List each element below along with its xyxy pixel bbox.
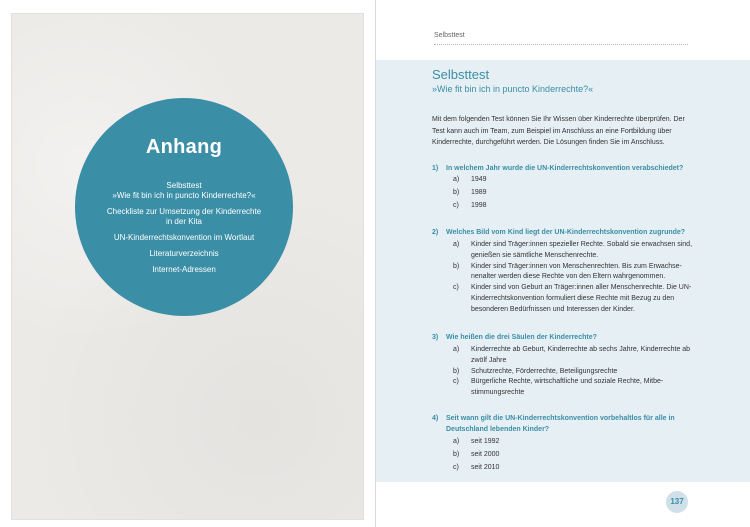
option-text: Kinder sind Träger:innen von Menschenrechten. Bis zum Erwachse-nenalter werden diese Rechte von den Eltern wahrgenommen. — [471, 262, 682, 281]
answer-option — [453, 450, 693, 461]
question-2-options — [453, 240, 693, 316]
appendix-entry-internet — [95, 265, 273, 275]
option-text: Kinder sind Träger:innen spezieller Rechte. Sobald sie erwachsen sind, genießen sie sämtliche Menschenrechte. — [471, 241, 693, 259]
appendix-entry-konvention — [95, 233, 273, 243]
option-text: Schutzrechte, Förderrechte, Beteiligungsrechte — [471, 367, 618, 375]
answer-option — [453, 262, 693, 284]
entry-line: Selbsttest — [166, 181, 202, 190]
question-number: 3) — [432, 334, 439, 341]
question-4-options — [453, 437, 693, 473]
option-letter: b) — [453, 450, 460, 458]
appendix-entry-literatur — [95, 249, 273, 259]
answer-option — [453, 283, 693, 315]
question-text: In welchem Jahr wurde die UN-Kinderrechtskonvention verabschiedet? — [446, 165, 684, 172]
answer-option — [453, 463, 693, 474]
option-text: Kinderrechte ab Geburt, Kinderrechte ab sechs Jahre, Kinderrechte ab zwölf Jahre — [471, 346, 691, 364]
question-text: Welches Bild vom Kind liegt der UN-Kinderrechtskonvention zugrunde? — [446, 229, 686, 236]
option-letter: b) — [453, 188, 460, 196]
answer-option — [453, 437, 693, 448]
answer-option — [453, 367, 693, 378]
running-header: Selbsttest — [434, 32, 465, 39]
page-subtitle: »Wie fit bin ich in puncto Kinderrechte?« — [432, 84, 594, 94]
question-1-options — [453, 175, 693, 211]
option-text: 1949 — [471, 176, 487, 183]
answer-option — [453, 377, 693, 399]
option-text: seit 2000 — [471, 450, 500, 458]
page-title: Selbsttest — [432, 67, 490, 82]
right-page — [376, 0, 750, 527]
question-3-options — [453, 345, 693, 399]
option-letter: a) — [453, 346, 460, 353]
option-letter: a) — [453, 438, 460, 445]
option-letter: c) — [453, 463, 459, 471]
entry-line: in der Kita — [165, 217, 203, 226]
entry-line: Internet-Adressen — [152, 265, 216, 274]
entry-line: UN-Kinderrechtskonvention im Wortlaut — [113, 233, 255, 242]
option-letter: c) — [453, 284, 459, 292]
intro-paragraph: Mit dem folgenden Test können Sie Ihr Wissen über Kinderrechte überprüfen. Der Test kann auch im Team, zum Beispiel im Anschluss an eine Fortbildung über Kinderrechte, durchgeführt werden. Die Lösungen finden Sie im Anschluss. — [432, 116, 685, 146]
option-text: Kinder sind von Geburt an Träger:innen aller Menschenrechte. Die UN-Kinderrechtskonvention formuliert diese Rechte mit Bezug zu den besonderen Bedürfnissen und Interessen der Kinder. — [471, 284, 692, 313]
appendix-contents — [95, 181, 273, 281]
page-number-badge: 137 — [666, 491, 688, 513]
answer-option — [453, 188, 693, 199]
option-letter: c) — [453, 378, 459, 386]
entry-line: Checkliste zur Umsetzung der Kinderrechte — [106, 207, 262, 216]
question-number: 4) — [432, 415, 439, 422]
entry-line: »Wie fit bin ich in puncto Kinderrechte?« — [112, 191, 256, 200]
appendix-entry-selbsttest — [95, 181, 273, 201]
appendix-heading: Anhang — [145, 136, 223, 158]
option-letter: a) — [453, 241, 460, 248]
question-text: Seit wann gilt die UN-Kinderrechtskonvention vorbehaltlos für alle in Deutschland lebenden Kinder? — [446, 415, 675, 433]
answer-option — [453, 201, 693, 212]
header-dotted-rule — [434, 44, 688, 45]
option-text: seit 1992 — [471, 438, 500, 445]
option-letter: c) — [453, 201, 459, 209]
option-letter: b) — [453, 367, 460, 375]
answer-option — [453, 345, 693, 367]
answer-option — [453, 240, 693, 262]
answer-option — [453, 175, 693, 186]
appendix-circle — [75, 98, 293, 316]
question-text: Wie heißen die drei Säulen der Kinderrechte? — [446, 334, 597, 341]
question-number: 2) — [432, 229, 439, 236]
option-letter: a) — [453, 176, 460, 183]
question-number: 1) — [432, 165, 439, 172]
option-letter: b) — [453, 262, 460, 270]
appendix-entry-checkliste — [95, 207, 273, 227]
option-text: 1989 — [471, 188, 487, 196]
entry-line: Literaturverzeichnis — [149, 249, 219, 258]
option-text: Bürgerliche Rechte, wirtschaftliche und soziale Rechte, Mitbe-stimmungsrechte — [471, 378, 664, 397]
option-text: seit 2010 — [471, 463, 500, 471]
option-text: 1998 — [471, 201, 487, 209]
